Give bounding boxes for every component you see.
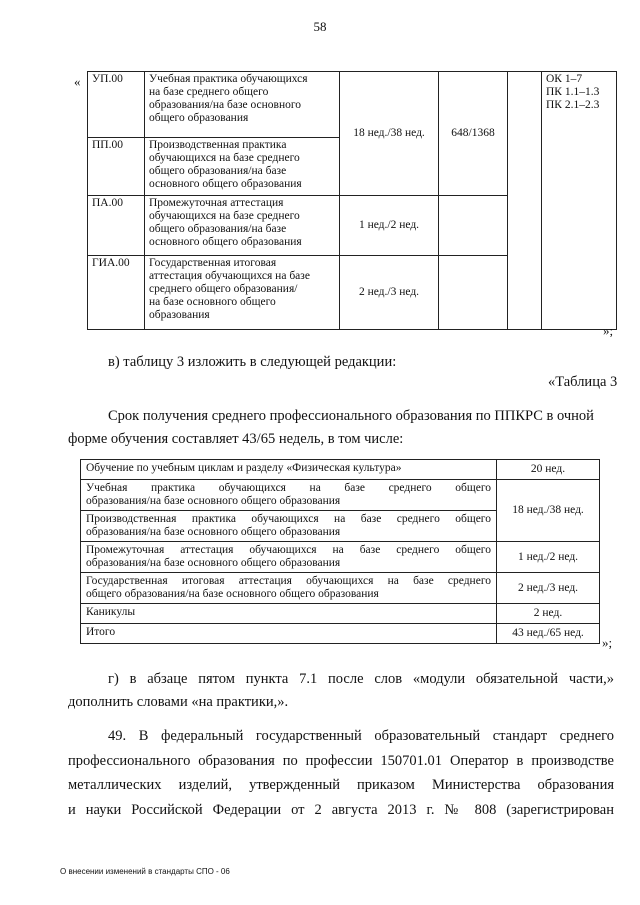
name-line: Промежуточная аттестация xyxy=(149,197,284,209)
text-line: Государственная итоговая аттестация обучающихся на базе среднего xyxy=(86,575,491,587)
table-cell-text xyxy=(81,511,497,542)
table-cell-competencies xyxy=(542,72,617,330)
table-cell-code: ГИА.00 xyxy=(88,256,145,330)
name-line: обучающихся на базе среднего xyxy=(149,210,300,222)
name-line: образования/на базе основного xyxy=(149,99,302,111)
table-cell-code: УП.00 xyxy=(88,72,145,138)
name-line: образования xyxy=(149,309,210,321)
table-cell-value: 2 нед. xyxy=(497,604,600,624)
paragraph-g-line2: дополнить словами «на практики,». xyxy=(68,694,289,710)
table-cell-duration: 2 нед./3 нед. xyxy=(340,256,439,330)
paragraph-term-line1: Срок получения среднего профессионального образования по ППКРС в очной xyxy=(108,408,594,424)
table-cell-code: ПП.00 xyxy=(88,138,145,196)
competency-line: ОК 1–7 xyxy=(546,73,583,85)
name-line: основного общего образования xyxy=(149,236,302,248)
table-cell-value: 20 нед. xyxy=(497,460,600,480)
table-cell-text: Каникулы xyxy=(81,604,497,624)
competency-line: ПК 2.1–2.3 xyxy=(546,99,600,111)
name-line: на базе основного общего xyxy=(149,296,276,308)
table-row xyxy=(88,72,617,138)
table-cell-name xyxy=(145,138,340,196)
name-line: общего образования xyxy=(149,112,249,124)
paragraph-49-line1: 49. В федеральный государственный образовательный стандарт среднего xyxy=(108,728,614,744)
text-line: Учебная практика обучающихся на базе среднего общего xyxy=(86,482,491,494)
paragraph-g-line1: г) в абзаце пятом пункта 7.1 после слов «модули обязательной части,» xyxy=(108,671,614,687)
table-row xyxy=(81,573,600,604)
name-line: Государственная итоговая xyxy=(149,257,277,269)
paragraph-49-line2: профессионального образования по профессии 150701.01 Оператор в производстве xyxy=(68,753,614,769)
name-line: аттестация обучающихся на базе xyxy=(149,270,310,282)
table-cell-value: 2 нед./3 нед. xyxy=(497,573,600,604)
table-cell-duration: 1 нед./2 нед. xyxy=(340,196,439,256)
table-row xyxy=(81,460,600,480)
table-cell-text xyxy=(81,480,497,511)
text-line: Производственная практика обучающихся на базе среднего общего xyxy=(86,513,491,525)
name-line: общего образования/на базе xyxy=(149,223,287,235)
name-line: общего образования/на базе xyxy=(149,165,287,177)
text-line: Промежуточная аттестация обучающихся на базе среднего общего xyxy=(86,544,491,556)
table-cell-name xyxy=(145,72,340,138)
table-cell-hours: 648/1368 xyxy=(439,72,508,196)
text-line: общего образования/на базе основного общего образования xyxy=(86,588,379,600)
table-cell-value: 1 нед./2 нед. xyxy=(497,542,600,573)
table-cell-text xyxy=(81,542,497,573)
name-line: обучающихся на базе среднего xyxy=(149,152,300,164)
paragraph-v: в) таблицу 3 изложить в следующей редакции: xyxy=(108,354,397,370)
paragraph-49-line3: металлических изделий, утвержденный приказом Министерства образования xyxy=(68,777,614,793)
table-cell-empty xyxy=(508,72,542,330)
table-cell-hours xyxy=(439,196,508,256)
table-row xyxy=(81,480,600,511)
table1-open-quote: « xyxy=(74,74,81,89)
name-line: Учебная практика обучающихся xyxy=(149,73,308,85)
name-line: на базе среднего общего xyxy=(149,86,269,98)
table-cell-value: 43 нед./65 нед. xyxy=(497,624,600,644)
paragraph-49-line4: и науки Российской Федерации от 2 августа 2013 г. № 808 (зарегистрирован xyxy=(68,802,614,818)
table-cell-name xyxy=(145,256,340,330)
name-line: среднего общего образования/ xyxy=(149,283,298,295)
practice-table xyxy=(87,71,617,330)
table-cell-text: Итого xyxy=(81,624,497,644)
footer-note: О внесении изменений в стандарты СПО - 06 xyxy=(60,867,230,876)
table-cell-text: Обучение по учебным циклам и разделу «Физическая культура» xyxy=(81,460,497,480)
text-line: образования/на базе основного общего образования xyxy=(86,495,341,507)
name-line: Производственная практика xyxy=(149,139,287,151)
page-number: 58 xyxy=(313,19,327,34)
name-line: основного общего образования xyxy=(149,178,302,190)
table-cell-duration: 18 нед./38 нед. xyxy=(340,72,439,196)
table-cell-value: 18 нед./38 нед. xyxy=(497,480,600,542)
table-row xyxy=(81,604,600,624)
table-cell-text xyxy=(81,573,497,604)
table3-close-quote: »; xyxy=(602,635,613,650)
table-cell-code: ПА.00 xyxy=(88,196,145,256)
table3-label: «Таблица 3 xyxy=(548,374,618,390)
table-cell-name xyxy=(145,196,340,256)
table-row xyxy=(81,624,600,644)
text-line: образования/на базе основного общего образования xyxy=(86,557,341,569)
term-table xyxy=(80,459,600,644)
text-line: образования/на базе основного общего образования xyxy=(86,526,341,538)
table-cell-hours xyxy=(439,256,508,330)
paragraph-term-line2: форме обучения составляет 43/65 недель, в том числе: xyxy=(68,431,404,447)
competency-line: ПК 1.1–1.3 xyxy=(546,86,600,98)
table1-close-quote: »; xyxy=(603,323,614,338)
table-row xyxy=(81,542,600,573)
